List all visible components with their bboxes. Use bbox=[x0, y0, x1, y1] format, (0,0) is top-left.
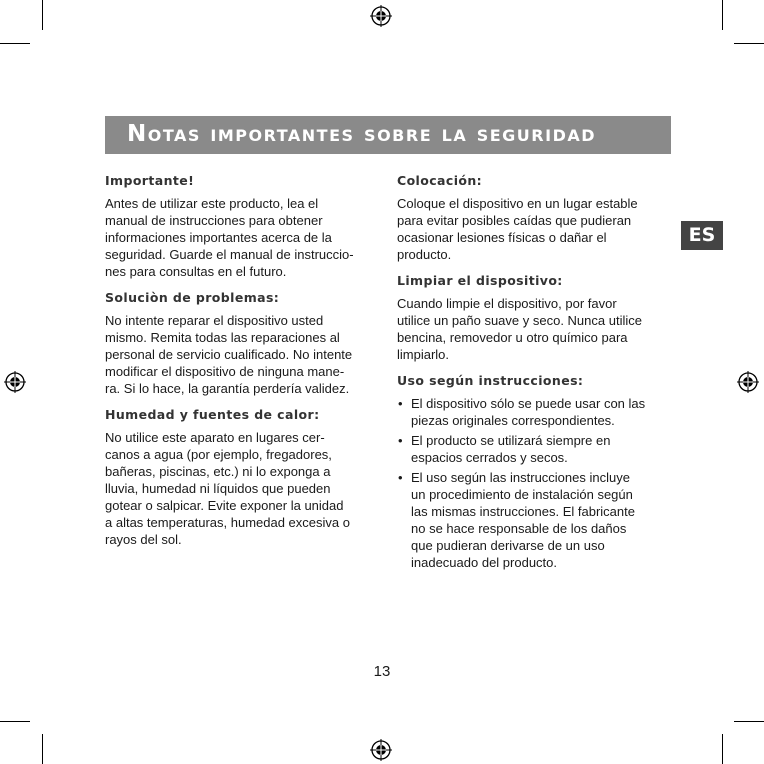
list-item bbox=[397, 395, 672, 429]
text-line: ocasionar lesiones físicas o dañar el bbox=[397, 230, 607, 245]
text-line: que pudieran derivarse de un uso bbox=[411, 538, 605, 553]
text-line: ra. Si lo hace, la garantía perdería validez. bbox=[105, 381, 350, 396]
page-number: 13 bbox=[373, 663, 391, 680]
text-line: bencina, removedor u otro químico para bbox=[397, 330, 628, 345]
section-heading-humedad: Humedad y fuentes de calor: bbox=[105, 407, 320, 422]
text-line: espacios cerrados y secos. bbox=[411, 450, 568, 465]
registration-mark-icon bbox=[370, 739, 392, 761]
title-banner bbox=[105, 116, 671, 154]
text-line: manual de instrucciones para obtener bbox=[105, 213, 323, 228]
text-line: Cuando limpie el dispositivo, por favor bbox=[397, 296, 617, 311]
text-line: las mismas instrucciones. El fabricante bbox=[411, 504, 635, 519]
text-line: gotear o salpicar. Evite exponer la unidad bbox=[105, 498, 344, 513]
section-body-importante bbox=[105, 195, 380, 280]
crop-mark bbox=[722, 734, 723, 764]
section-body-limpiar bbox=[397, 295, 672, 363]
crop-mark bbox=[42, 0, 43, 30]
text-line: bañeras, piscinas, etc.) ni lo exponga a bbox=[105, 464, 331, 479]
crop-mark bbox=[734, 721, 764, 722]
text-line: • El producto se utilizará siempre en bbox=[411, 433, 611, 448]
crop-mark bbox=[0, 43, 30, 44]
bullet-list-uso bbox=[397, 395, 672, 571]
registration-mark-icon bbox=[370, 5, 392, 27]
language-badge: ES bbox=[681, 221, 723, 250]
section-body-solucion bbox=[105, 312, 380, 397]
crop-mark bbox=[42, 734, 43, 764]
text-line: canos a agua (por ejemplo, fregadores, bbox=[105, 447, 332, 462]
registration-mark-icon bbox=[737, 371, 759, 393]
list-item bbox=[397, 432, 672, 466]
text-line: modificar el dispositivo de ninguna mane- bbox=[105, 364, 345, 379]
text-line: informaciones importantes acerca de la bbox=[105, 230, 332, 245]
left-column bbox=[105, 172, 380, 557]
text-line: No intente reparar el dispositivo usted bbox=[105, 313, 324, 328]
section-heading-limpiar: Limpiar el dispositivo: bbox=[397, 273, 563, 288]
section-heading-solucion: Soluciòn de problemas: bbox=[105, 290, 280, 305]
text-line: • El dispositivo sólo se puede usar con las bbox=[411, 396, 646, 411]
text-line: un procedimiento de instalación según bbox=[411, 487, 633, 502]
text-line: para evitar posibles caídas que pudieran bbox=[397, 213, 632, 228]
section-body-humedad bbox=[105, 429, 380, 548]
text-line: seguridad. Guarde el manual de instruccio- bbox=[105, 247, 354, 262]
page-title: Notas importantes sobre la seguridad bbox=[127, 121, 597, 147]
text-line: a altas temperaturas, humedad excesiva o bbox=[105, 515, 350, 530]
text-line: producto. bbox=[397, 247, 452, 262]
list-item bbox=[397, 469, 672, 571]
text-line: No utilice este aparato en lugares cer- bbox=[105, 430, 325, 445]
text-line: personal de servicio cualificado. No intente bbox=[105, 347, 353, 362]
text-line: • El uso según las instrucciones incluye bbox=[411, 470, 630, 485]
text-line: limpiarlo. bbox=[397, 347, 450, 362]
text-line: piezas originales correspondientes. bbox=[411, 413, 615, 428]
text-line: rayos del sol. bbox=[105, 532, 182, 547]
crop-mark bbox=[722, 0, 723, 30]
crop-mark bbox=[734, 43, 764, 44]
text-line: inadecuado del producto. bbox=[411, 555, 558, 570]
section-body-colocacion bbox=[397, 195, 672, 263]
text-line: lluvia, humedad ni líquidos que pueden bbox=[105, 481, 331, 496]
text-line: nes para consultas en el futuro. bbox=[105, 264, 287, 279]
text-line: utilice un paño suave y seco. Nunca utilice bbox=[397, 313, 642, 328]
crop-mark bbox=[0, 721, 30, 722]
text-line: no se hace responsable de los daños bbox=[411, 521, 627, 536]
text-line: Coloque el dispositivo en un lugar estable bbox=[397, 196, 638, 211]
section-heading-uso: Uso según instrucciones: bbox=[397, 373, 584, 388]
right-column bbox=[397, 172, 672, 574]
registration-mark-icon bbox=[4, 371, 26, 393]
section-heading-importante: Importante! bbox=[105, 173, 195, 188]
text-line: mismo. Remita todas las reparaciones al bbox=[105, 330, 340, 345]
section-heading-colocacion: Colocación: bbox=[397, 173, 483, 188]
text-line: Antes de utilizar este producto, lea el bbox=[105, 196, 319, 211]
